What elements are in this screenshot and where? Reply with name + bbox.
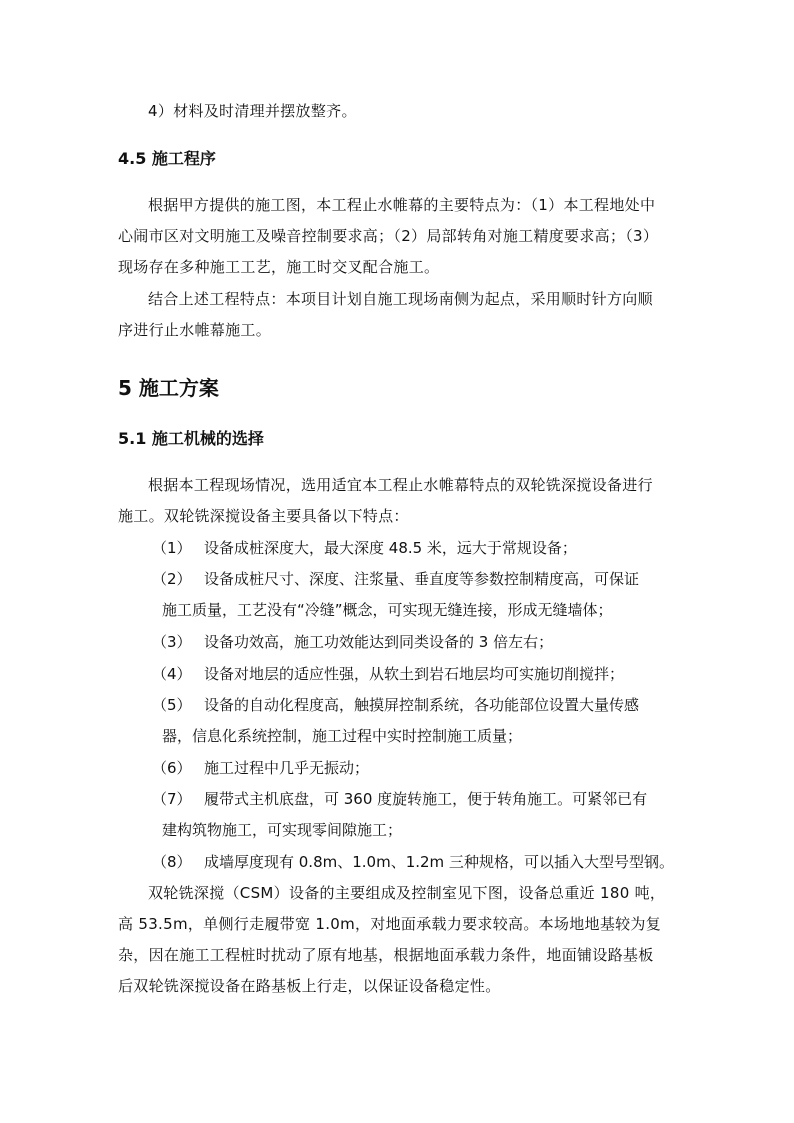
paragraph-line: 序进行止水帷幕施工。 [118, 321, 272, 339]
item-text: 成墙厚度现有 0.8m、1.0m、1.2m 三种规格，可以插入大型号型钢。 [204, 853, 674, 871]
item-text-continued: 器，信息化系统控制，施工过程中实时控制施工质量； [162, 727, 523, 745]
item-number: （1） [152, 539, 192, 557]
item-text: 设备的自动化程度高，触摸屏控制系统，各功能部位设置大量传感 [204, 696, 640, 714]
item-number: （6） [152, 759, 192, 777]
paragraph-construction-sequence [118, 284, 678, 346]
paragraph-line: 结合上述工程特点：本项目计划自施工现场南侧为起点，采用顺时针方向顺 [148, 290, 653, 308]
paragraph-line: 施工。双轮铣深搅设备主要具备以下特点： [118, 507, 409, 525]
item-number: （7） [152, 790, 192, 808]
item-text: 履带式主机底盘，可 360 度旋转施工，便于转角施工。可紧邻已有 [204, 790, 648, 808]
chapter-heading-5: 5 施工方案 [118, 376, 219, 400]
paragraph-machine-selection [118, 470, 678, 532]
item-text-continued: 施工质量，工艺没有“冷缝”概念，可实现无缝连接，形成无缝墙体； [162, 601, 613, 619]
item-number: （4） [152, 665, 192, 683]
item-text: 设备功效高，施工功效能达到同类设备的 3 倍左右； [204, 633, 554, 651]
paragraph-line: 现场存在多种施工工艺，施工时交叉配合施工。 [118, 258, 440, 276]
item-text: 设备成桩尺寸、深度、注浆量、垂直度等参数控制精度高，可保证 [204, 570, 640, 588]
paragraph-line: 后双轮铣深搅设备在路基板上行走，以保证设备稳定性。 [118, 977, 501, 995]
paragraph-csm-equipment [118, 878, 678, 1002]
paragraph-line: 心闹市区对文明施工及噪音控制要求高；（2）局部转角对施工精度要求高；（3） [118, 227, 659, 245]
section-heading-5-1: 5.1 施工机械的选择 [118, 429, 264, 448]
paragraph-line: 根据本工程现场情况，选用适宜本工程止水帷幕特点的双轮铣深搅设备进行 [148, 476, 653, 494]
item-number: （5） [152, 696, 192, 714]
item-text-continued: 建构筑物施工，可实现零间隙施工； [162, 821, 403, 839]
list-item-4: 4）材料及时清理并摆放整齐。 [148, 102, 357, 120]
paragraph-line: 根据甲方提供的施工图，本工程止水帷幕的主要特点为：（1）本工程地处中 [148, 196, 656, 214]
paragraph-line: 高 53.5m，单侧行走履带宽 1.0m，对地面承载力要求较高。本场地地基较为复 [118, 915, 662, 933]
item-text: 设备成桩深度大，最大深度 48.5 米，远大于常规设备； [204, 539, 577, 557]
item-text: 施工过程中几乎无振动； [204, 759, 370, 777]
item-number: （8） [152, 853, 192, 871]
paragraph-line: 杂，因在施工工程桩时扰动了原有地基，根据地面承载力条件，地面铺设路基板 [118, 946, 654, 964]
paragraph-construction-features [118, 190, 678, 283]
item-number: （2） [152, 570, 192, 588]
item-number: （3） [152, 633, 192, 651]
section-heading-4-5: 4.5 施工程序 [118, 149, 216, 168]
paragraph-line: 双轮铣深搅（CSM）设备的主要组成及控制室见下图，设备总重近 180 吨， [148, 884, 666, 902]
item-text: 设备对地层的适应性强，从软土到岩石地层均可实施切削搅拌； [204, 665, 625, 683]
